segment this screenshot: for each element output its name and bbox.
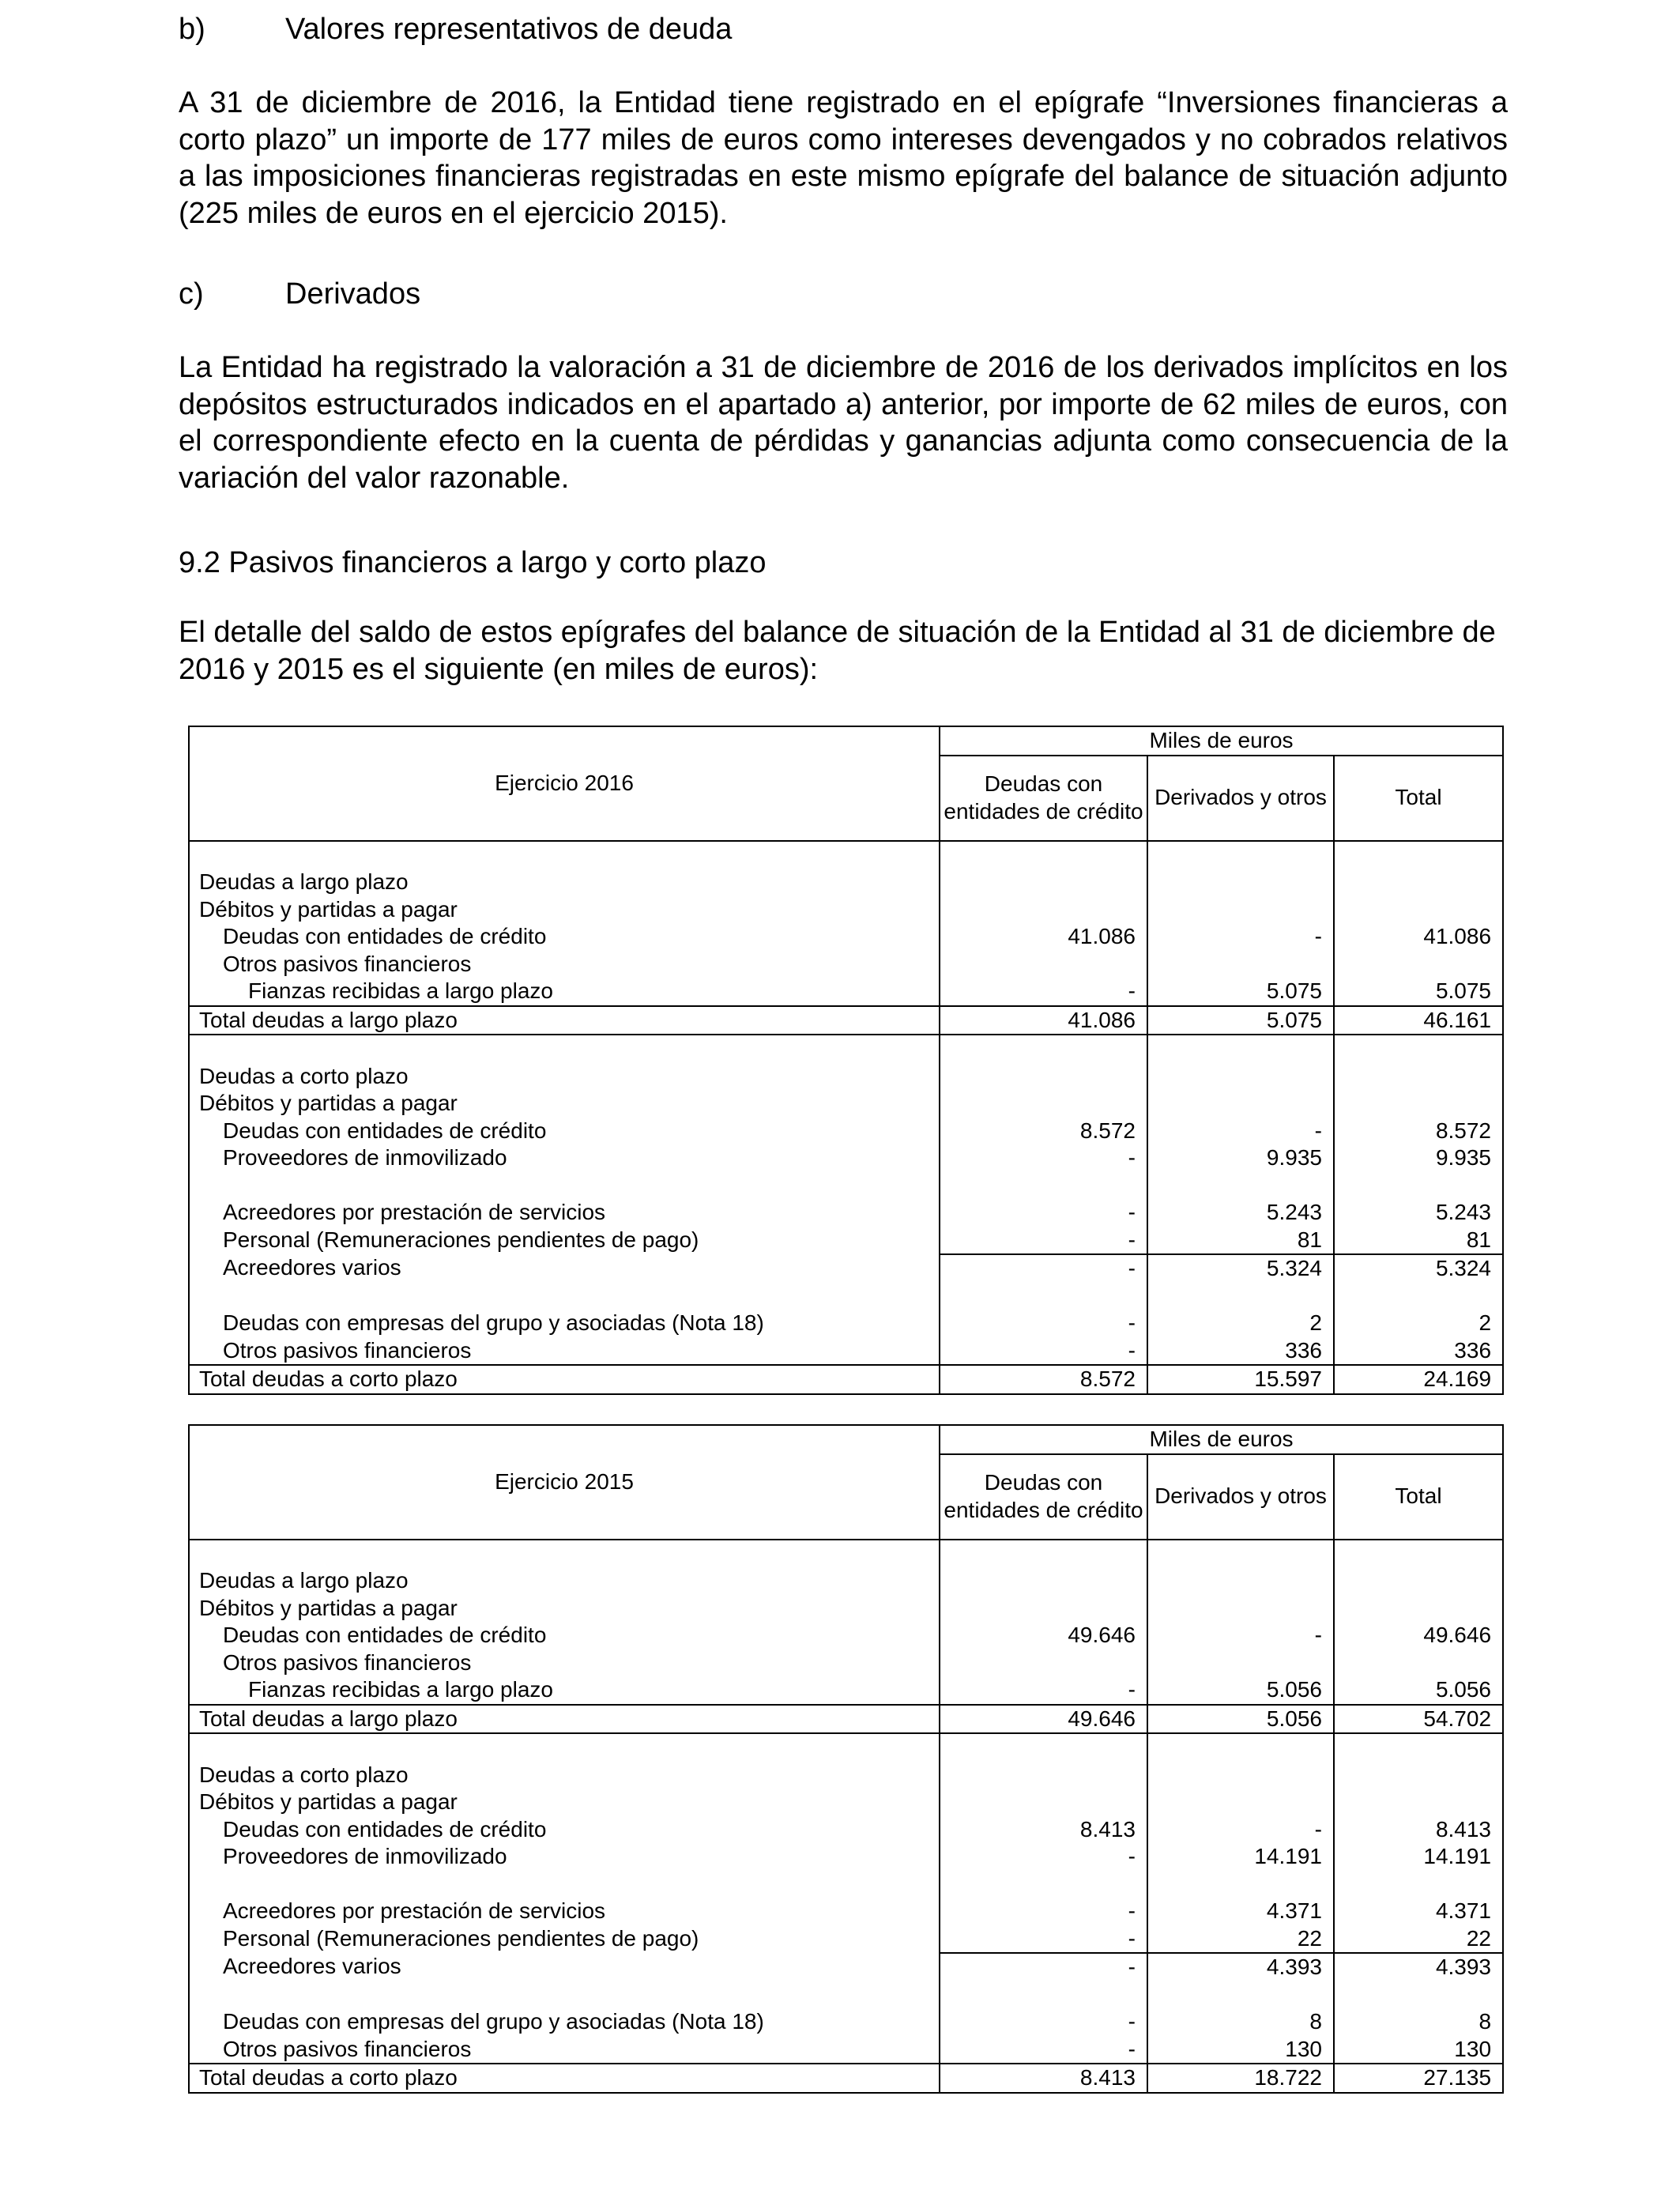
header-col-derivados: Derivados y otros: [1147, 1454, 1334, 1540]
table-row: Deudas con entidades de crédito 49.646 - 49.646: [189, 1622, 1503, 1649]
table-row: Acreedores varios - 4.393 4.393: [189, 1953, 1503, 1981]
lp-debitos: Débitos y partidas a pagar: [189, 896, 940, 924]
section-b-paragraph: A 31 de diciembre de 2016, la Entidad tiene registrado en el epígrafe “Inversiones financieras a corto plazo” un importe de 177 miles de euros como intereses devengados y no cobrados relativos a las imposiciones financieras registradas en este mismo epígrafe del balance de situación adjunto (225 miles de euros en el ejercicio 2015).: [179, 86, 1508, 230]
section-c-title: Derivados: [285, 277, 421, 311]
table-row: Deudas con entidades de crédito 8.572 - 8.572: [189, 1118, 1503, 1145]
header-miles: Miles de euros: [940, 726, 1503, 756]
section-b-letter: b): [179, 13, 205, 46]
table-2015: [188, 1424, 1504, 2094]
table-row: Proveedores de inmovilizado - 9.935 9.935: [189, 1144, 1503, 1172]
table-row: Deudas con empresas del grupo y asociadas (Nota 18) - 2 2: [189, 1310, 1503, 1337]
table-row: Personal (Remuneraciones pendientes de pago) - 22 22: [189, 1925, 1503, 1954]
table-row: Fianzas recibidas a largo plazo - 5.056 5.056: [189, 1676, 1503, 1705]
header-col-total: Total: [1334, 1454, 1503, 1540]
table-row: Deudas con entidades de crédito 8.413 - 8.413: [189, 1816, 1503, 1844]
table-row: Acreedores por prestación de servicios - 4.371 4.371: [189, 1898, 1503, 1925]
lp-title: Deudas a largo plazo: [189, 869, 940, 896]
table-row: Otros pasivos financieros: [189, 1649, 1503, 1677]
section-b-title: Valores representativos de deuda: [285, 13, 733, 46]
cp-title: Deudas a corto plazo: [189, 1762, 940, 1789]
table-row: Proveedores de inmovilizado - 14.191 14.191: [189, 1843, 1503, 1871]
cp-debitos: Débitos y partidas a pagar: [189, 1789, 940, 1816]
header-col-deudas: Deudas con entidades de crédito: [940, 1454, 1147, 1540]
header-ejercicio: Ejercicio 2015: [189, 1425, 940, 1540]
section-92-title: 9.2 Pasivos financieros a largo y corto plazo: [179, 546, 767, 579]
total-row: Total deudas a largo plazo 49.646 5.056 54.702: [189, 1705, 1503, 1734]
cp-debitos: Débitos y partidas a pagar: [189, 1090, 940, 1118]
table-row: Otros pasivos financieros - 336 336: [189, 1337, 1503, 1366]
total-row: Total deudas a corto plazo 8.413 18.722 27.135: [189, 2064, 1503, 2093]
total-row: Total deudas a corto plazo 8.572 15.597 24.169: [189, 1365, 1503, 1394]
section-c-paragraph: La Entidad ha registrado la valoración a 31 de diciembre de 2016 de los derivados implícitos en los depósitos estructurados indicados en el apartado a) anterior, por importe de 62 miles de euros, con el correspondiente efecto en la cuenta de pérdidas y ganancias adjunta como consecuencia de la variación del valor razonable.: [179, 351, 1508, 495]
table-row: Fianzas recibidas a largo plazo - 5.075 5.075: [189, 978, 1503, 1006]
section-b-heading: [179, 11, 732, 47]
table-row: Personal (Remuneraciones pendientes de pago) - 81 81: [189, 1227, 1503, 1255]
table-row: Deudas con entidades de crédito 41.086 - 41.086: [189, 923, 1503, 951]
header-col-deudas: Deudas con entidades de crédito: [940, 756, 1147, 841]
section-c-heading: [179, 276, 420, 312]
header-ejercicio: Ejercicio 2016: [189, 726, 940, 841]
table-row: Deudas con empresas del grupo y asociadas (Nota 18) - 8 8: [189, 2008, 1503, 2036]
lp-title: Deudas a largo plazo: [189, 1567, 940, 1595]
cp-title: Deudas a corto plazo: [189, 1063, 940, 1091]
table-2016: [188, 726, 1504, 1395]
section-92-paragraph: El detalle del saldo de estos epígrafes del balance de situación de la Entidad al 31 de diciembre de 2016 y 2015 es el siguiente (en miles de euros):: [179, 616, 1496, 686]
table-row: Acreedores varios - 5.324 5.324: [189, 1254, 1503, 1283]
header-miles: Miles de euros: [940, 1425, 1503, 1454]
lp-debitos: Débitos y partidas a pagar: [189, 1595, 940, 1623]
section-92-heading: [179, 545, 767, 581]
header-col-derivados: Derivados y otros: [1147, 756, 1334, 841]
table-row: Acreedores por prestación de servicios - 5.243 5.243: [189, 1199, 1503, 1227]
total-row: Total deudas a largo plazo 41.086 5.075 46.161: [189, 1006, 1503, 1035]
table-row: Otros pasivos financieros: [189, 951, 1503, 978]
section-c-letter: c): [179, 277, 204, 311]
header-col-total: Total: [1334, 756, 1503, 841]
table-row: Otros pasivos financieros - 130 130: [189, 2036, 1503, 2064]
